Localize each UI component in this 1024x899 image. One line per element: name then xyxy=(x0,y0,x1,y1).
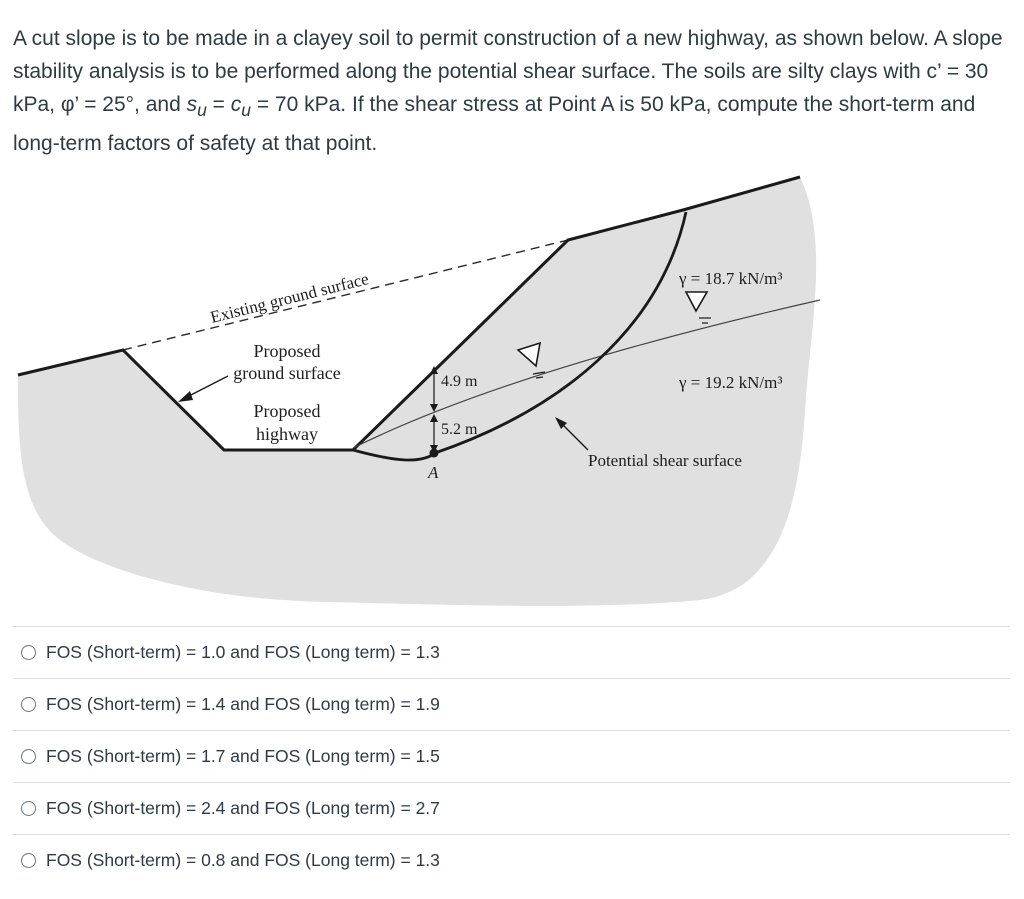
equals-sign: = xyxy=(206,93,231,116)
radio-button-icon[interactable] xyxy=(21,853,36,868)
proposed-highway-label-2: highway xyxy=(256,424,318,444)
radio-button-icon[interactable] xyxy=(21,801,36,816)
question-text xyxy=(13,22,1013,160)
proposed-ground-arrow xyxy=(178,376,228,402)
answer-option-label: FOS (Short-term) = 2.4 and FOS (Long term) = 2.7 xyxy=(46,798,440,818)
cu-symbol: $c_u$ xyxy=(230,93,251,121)
question-part-1: A cut slope is to be made in a clayey soil to permit construction of a new highway, as shown below. A slope stability analysis is to be performed along the potential shear surface. The soils are silty clays with c’ = 30 kPa, φ’ = 25°, and xyxy=(13,27,1003,116)
answer-option-3[interactable] xyxy=(13,730,1010,782)
dimension-upper-label: 4.9 m xyxy=(441,373,478,390)
existing-ground-label: Existing ground surface xyxy=(208,269,371,327)
proposed-highway-label-1: Proposed xyxy=(253,401,321,421)
answer-option-4[interactable] xyxy=(13,782,1010,834)
point-a-label: A xyxy=(428,463,439,482)
answer-option-5[interactable] xyxy=(13,834,1010,886)
shear-surface-label: Potential shear surface xyxy=(588,451,742,470)
answer-option-1[interactable] xyxy=(13,626,1010,678)
answer-option-label: FOS (Short-term) = 0.8 and FOS (Long term) = 1.3 xyxy=(46,850,440,870)
answer-option-label: FOS (Short-term) = 1.4 and FOS (Long term) = 1.9 xyxy=(46,694,440,714)
slope-figure xyxy=(0,160,1024,610)
answer-option-label: FOS (Short-term) = 1.7 and FOS (Long term) = 1.5 xyxy=(46,746,440,766)
question-part-2: = 70 kPa. If the shear stress at Point A is 50 kPa, compute the short-term and long-term factors of safety at that point. xyxy=(13,93,976,156)
proposed-ground-label-1: Proposed xyxy=(253,341,321,361)
answer-options xyxy=(13,626,1010,886)
answer-option-2[interactable] xyxy=(13,678,1010,730)
su-symbol: $s_u$ xyxy=(186,93,207,121)
point-a-marker xyxy=(430,449,439,458)
radio-button-icon[interactable] xyxy=(21,645,36,660)
dimension-lower-label: 5.2 m xyxy=(441,421,478,438)
radio-button-icon[interactable] xyxy=(21,749,36,764)
gamma-lower-label: γ = 19.2 kN/m³ xyxy=(679,373,783,392)
answer-option-label: FOS (Short-term) = 1.0 and FOS (Long term) = 1.3 xyxy=(46,642,440,662)
proposed-ground-label-2: ground surface xyxy=(233,363,341,383)
gamma-upper-label: γ = 18.7 kN/m³ xyxy=(679,269,783,288)
radio-button-icon[interactable] xyxy=(21,697,36,712)
